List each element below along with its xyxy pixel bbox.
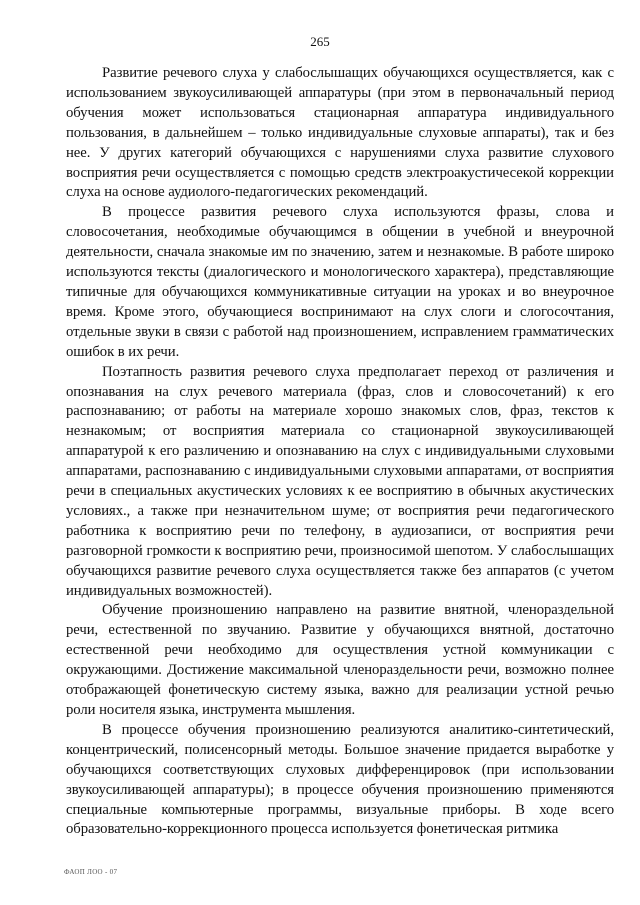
paragraph-pronunciation: Обучение произношению направлено на развитие внятной, членораздельной речи, естественной по звучанию. Развитие у обучающихся внятной, достаточно естественной речи необходимо для осуществления устной коммуникации с окружающими. Достижение максимальной членораздельности речи, возможно полнее отображающей фонетическую систему языка, важно для реализации устной речью роли носителя языка, инструмента мышления. xyxy=(66,602,614,718)
paragraph-stages: Поэтапность развития речевого слуха предполагает переход от различения и опознавания на слух речевого материала (фраз, слов и словосочетаний) к его распознаванию; от работы на материале хорошо знакомых слов, фраз, текстов к незнакомым; от восприятия материала со стационарной звукоусиливающей аппаратурой к его различению и опознаванию на слух с индивидуальными слуховыми аппаратами, распознаванию с индивидуальными слуховыми аппаратами, от восприятия речи в специальных акустических условиях к ее восприятию в обычных акустических условиях., а также при незначительном шуме; от восприятия речи педагогического работника к восприятию речи по телефону, в аудиозаписи, от восприятия речи разговорной громкости к восприятию речи, произносимой шепотом. У слабослышащих обучающихся развитие речевого слуха осуществляется также без аппаратов (с учетом индивидуальных возможностей). xyxy=(66,363,614,599)
paragraph-speech-hearing: Развитие речевого слуха у слабослышащих обучающихся осуществляется, как с использованием звукоусиливающей аппаратуры (при этом в первоначальный период обучения может использоваться стационарная аппаратура индивидуального пользования, в дальнейшем – только индивидуальные слуховые аппараты), так и без нее. У других категорий обучающихся с нарушениями слуха развитие слухового восприятия речи осуществляется с помощью средств электроакустичесекой коррекции слуха на основе аудиолого-педагогических рекомендаций. xyxy=(66,65,614,201)
page-number: 265 xyxy=(310,34,330,49)
footer-mark: ФАОП ЛОО - 07 xyxy=(64,868,118,876)
paragraph-methods: В процессе обучения произношению реализуются аналитико-синтетический, концентрический, полисенсорный методы. Большое значение придается выработке у обучающихся соответствующих слуховых дифференцировок (при использовании звукоусиливающей аппаратуры); в процессе обучения произношению применяются специальные компьютерные программы, визуальные приборы. В ходе всего образовательно-коррекционного процесса используется фонетическая ритмика xyxy=(66,721,614,838)
paragraph-phrases-words: В процессе развития речевого слуха используются фразы, слова и словосочетания, необходимые обучающимся в общении в учебной и внеурочной деятельности, сначала знакомые им по значению, затем и незнакомые. В работе широко используются тексты (диалогического и монологического характера), представляющие типичные для обучающихся коммуникативные ситуации на уроках и во внеурочное время. Кроме этого, обучающиеся воспринимают на слух слоги и слогосочтания, отдельные звуки в связи с работой над произношением, исправлением грамматических ошибок в их речи. xyxy=(66,204,614,360)
body-text xyxy=(66,64,614,840)
